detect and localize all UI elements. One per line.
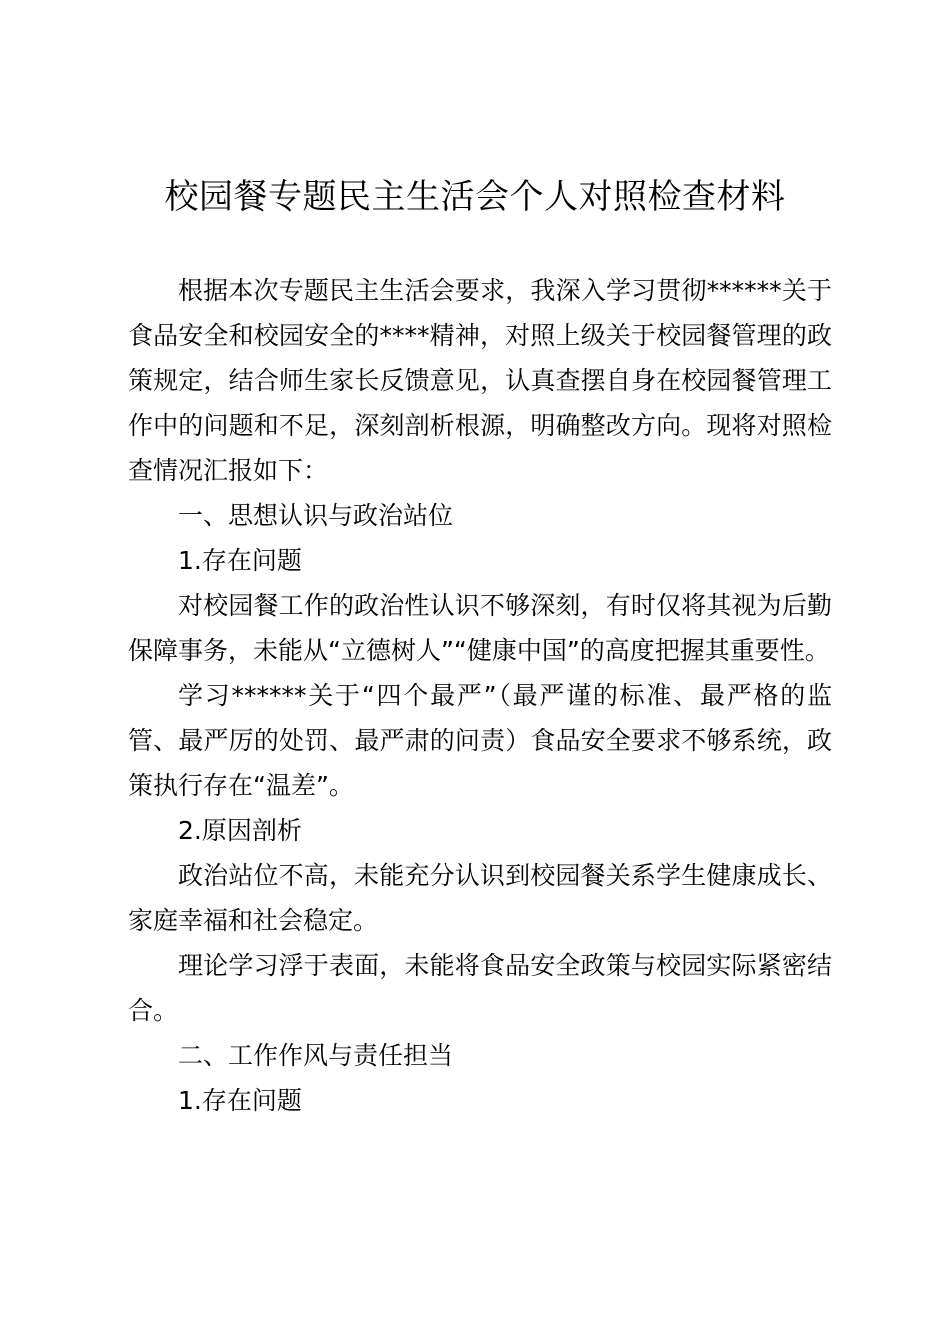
intro-paragraph: 根据本次专题民主生活会要求，我深入学习贯彻******关于食品安全和校园安全的****精神，对照上级关于校园餐管理的政策规定，结合师生家长反馈意见，认真查摆自身在校园餐管理工作中的问题和不足，深刻剖析根源，明确整改方向。现将对照检查情况汇报如下： (128, 276, 832, 485)
subsection-heading-problems-2: 1.存在问题 (178, 1086, 302, 1115)
section-heading-1: 一、思想认识与政治站位 (178, 501, 454, 530)
cause-paragraph-1: 政治站位不高，未能充分认识到校园餐关系学生健康成长、家庭幸福和社会稳定。 (128, 861, 832, 935)
document-title: 校园餐专题民主生活会个人对照检查材料 (164, 177, 786, 217)
subsection-heading-causes-1: 2.原因剖析 (178, 816, 302, 845)
section-heading-2: 二、工作作风与责任担当 (178, 1041, 454, 1070)
problem-paragraph-1: 对校园餐工作的政治性认识不够深刻，有时仅将其视为后勤保障事务，未能从“立德树人”“健康中国”的高度把握其重要性。 (128, 591, 832, 665)
document-body (128, 268, 832, 1123)
subsection-heading-problems-1: 1.存在问题 (178, 546, 302, 575)
cause-paragraph-2: 理论学习浮于表面，未能将食品安全政策与校园实际紧密结合。 (128, 951, 832, 1025)
problem-paragraph-2: 学习******关于“四个最严”（最严谨的标准、最严格的监管、最严厉的处罚、最严肃的问责）食品安全要求不够系统，政策执行存在“温差”。 (128, 681, 832, 800)
